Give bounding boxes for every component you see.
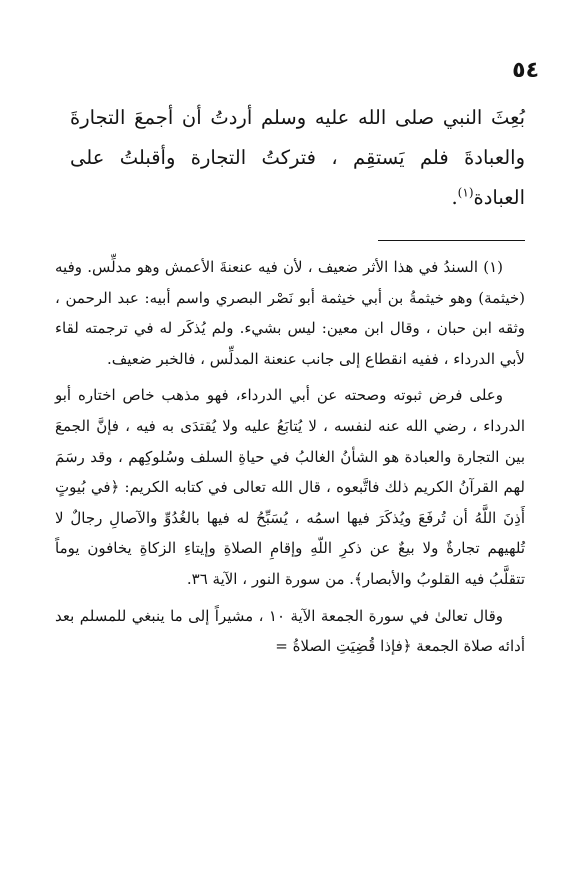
footnote-paragraph-3: وقال تعالىٰ في سورة الجمعة الآية ١٠ ، مشيراً إلى ما ينبغي للمسلم بعد أدائه صلاة الجمعة ﴿فإذا قُضِيَتِ الصلاةُ = <box>55 606 525 656</box>
main-paragraph <box>70 98 525 218</box>
footnotes <box>55 252 525 662</box>
footnote-separator <box>378 240 525 241</box>
main-text: بُعِثَ النبي صلى الله عليه وسلم أردتُ أن أجمعَ التجارةَ والعبادةَ فلم يَستقِم ، فتركتُ التجارة وأقبلتُ على العبادة <box>70 106 525 209</box>
main-end: . <box>451 186 458 209</box>
page-number: ٥٤ <box>512 58 539 83</box>
footnote-paragraph-1: (١) السندُ في هذا الأثر ضعيف ، لأن فيه عنعنةَ الأعمش وهو مدلِّس. وفيه (خيثمة) وهو خيثمةُ بن أبي خيثمة أبو نَصْر البصري واسم أبيه: عبد الرحمن ، وثقه ابن حبان ، وقال ابن معين: ليس بشيء. ولم يُذكَر له في ترجمته لقاء لأبي الدرداء ، ففيه انقطاع إلى جانب عنعنة المدلِّس ، فالخبر ضعيف. <box>55 258 525 368</box>
footnote-reference: (١) <box>457 185 474 200</box>
footnote-paragraph-2: وعلى فرض ثبوته وصحته عن أبي الدرداء، فهو مذهب خاص اختاره أبو الدرداء ، رضي الله عنه لنفسه ، لا يُتابَعُ عليه ولا يُقتدَى به فيه ، فإنَّ الجمعَ بين التجارة والعبادة هو الشأنُ الغالبُ في حياةِ السلف وسُلوكِهم ، وقد رسَمَ لهم القرآنُ الكريم ذلك فاتَّبعوه ، قال الله تعالى في كتابه الكريم: ﴿في بُيوتٍ أَذِنَ اللَّهُ أن تُرفَعَ ويُذكَرَ فيها اسمُه ، يُسَبِّحُ له فيها بالغُدُوِّ والآصالِ رجالٌ لا تُلهيهم تجارةٌ ولا بيعٌ عن ذكرِ اللّهِ وإقامِ الصلاةِ وإيتاءِ الزكاةِ يخافون يوماً تتقلَّبُ فيه القلوبُ والأبصار﴾. من سورة النور ، الآية ٣٦. <box>55 386 525 588</box>
